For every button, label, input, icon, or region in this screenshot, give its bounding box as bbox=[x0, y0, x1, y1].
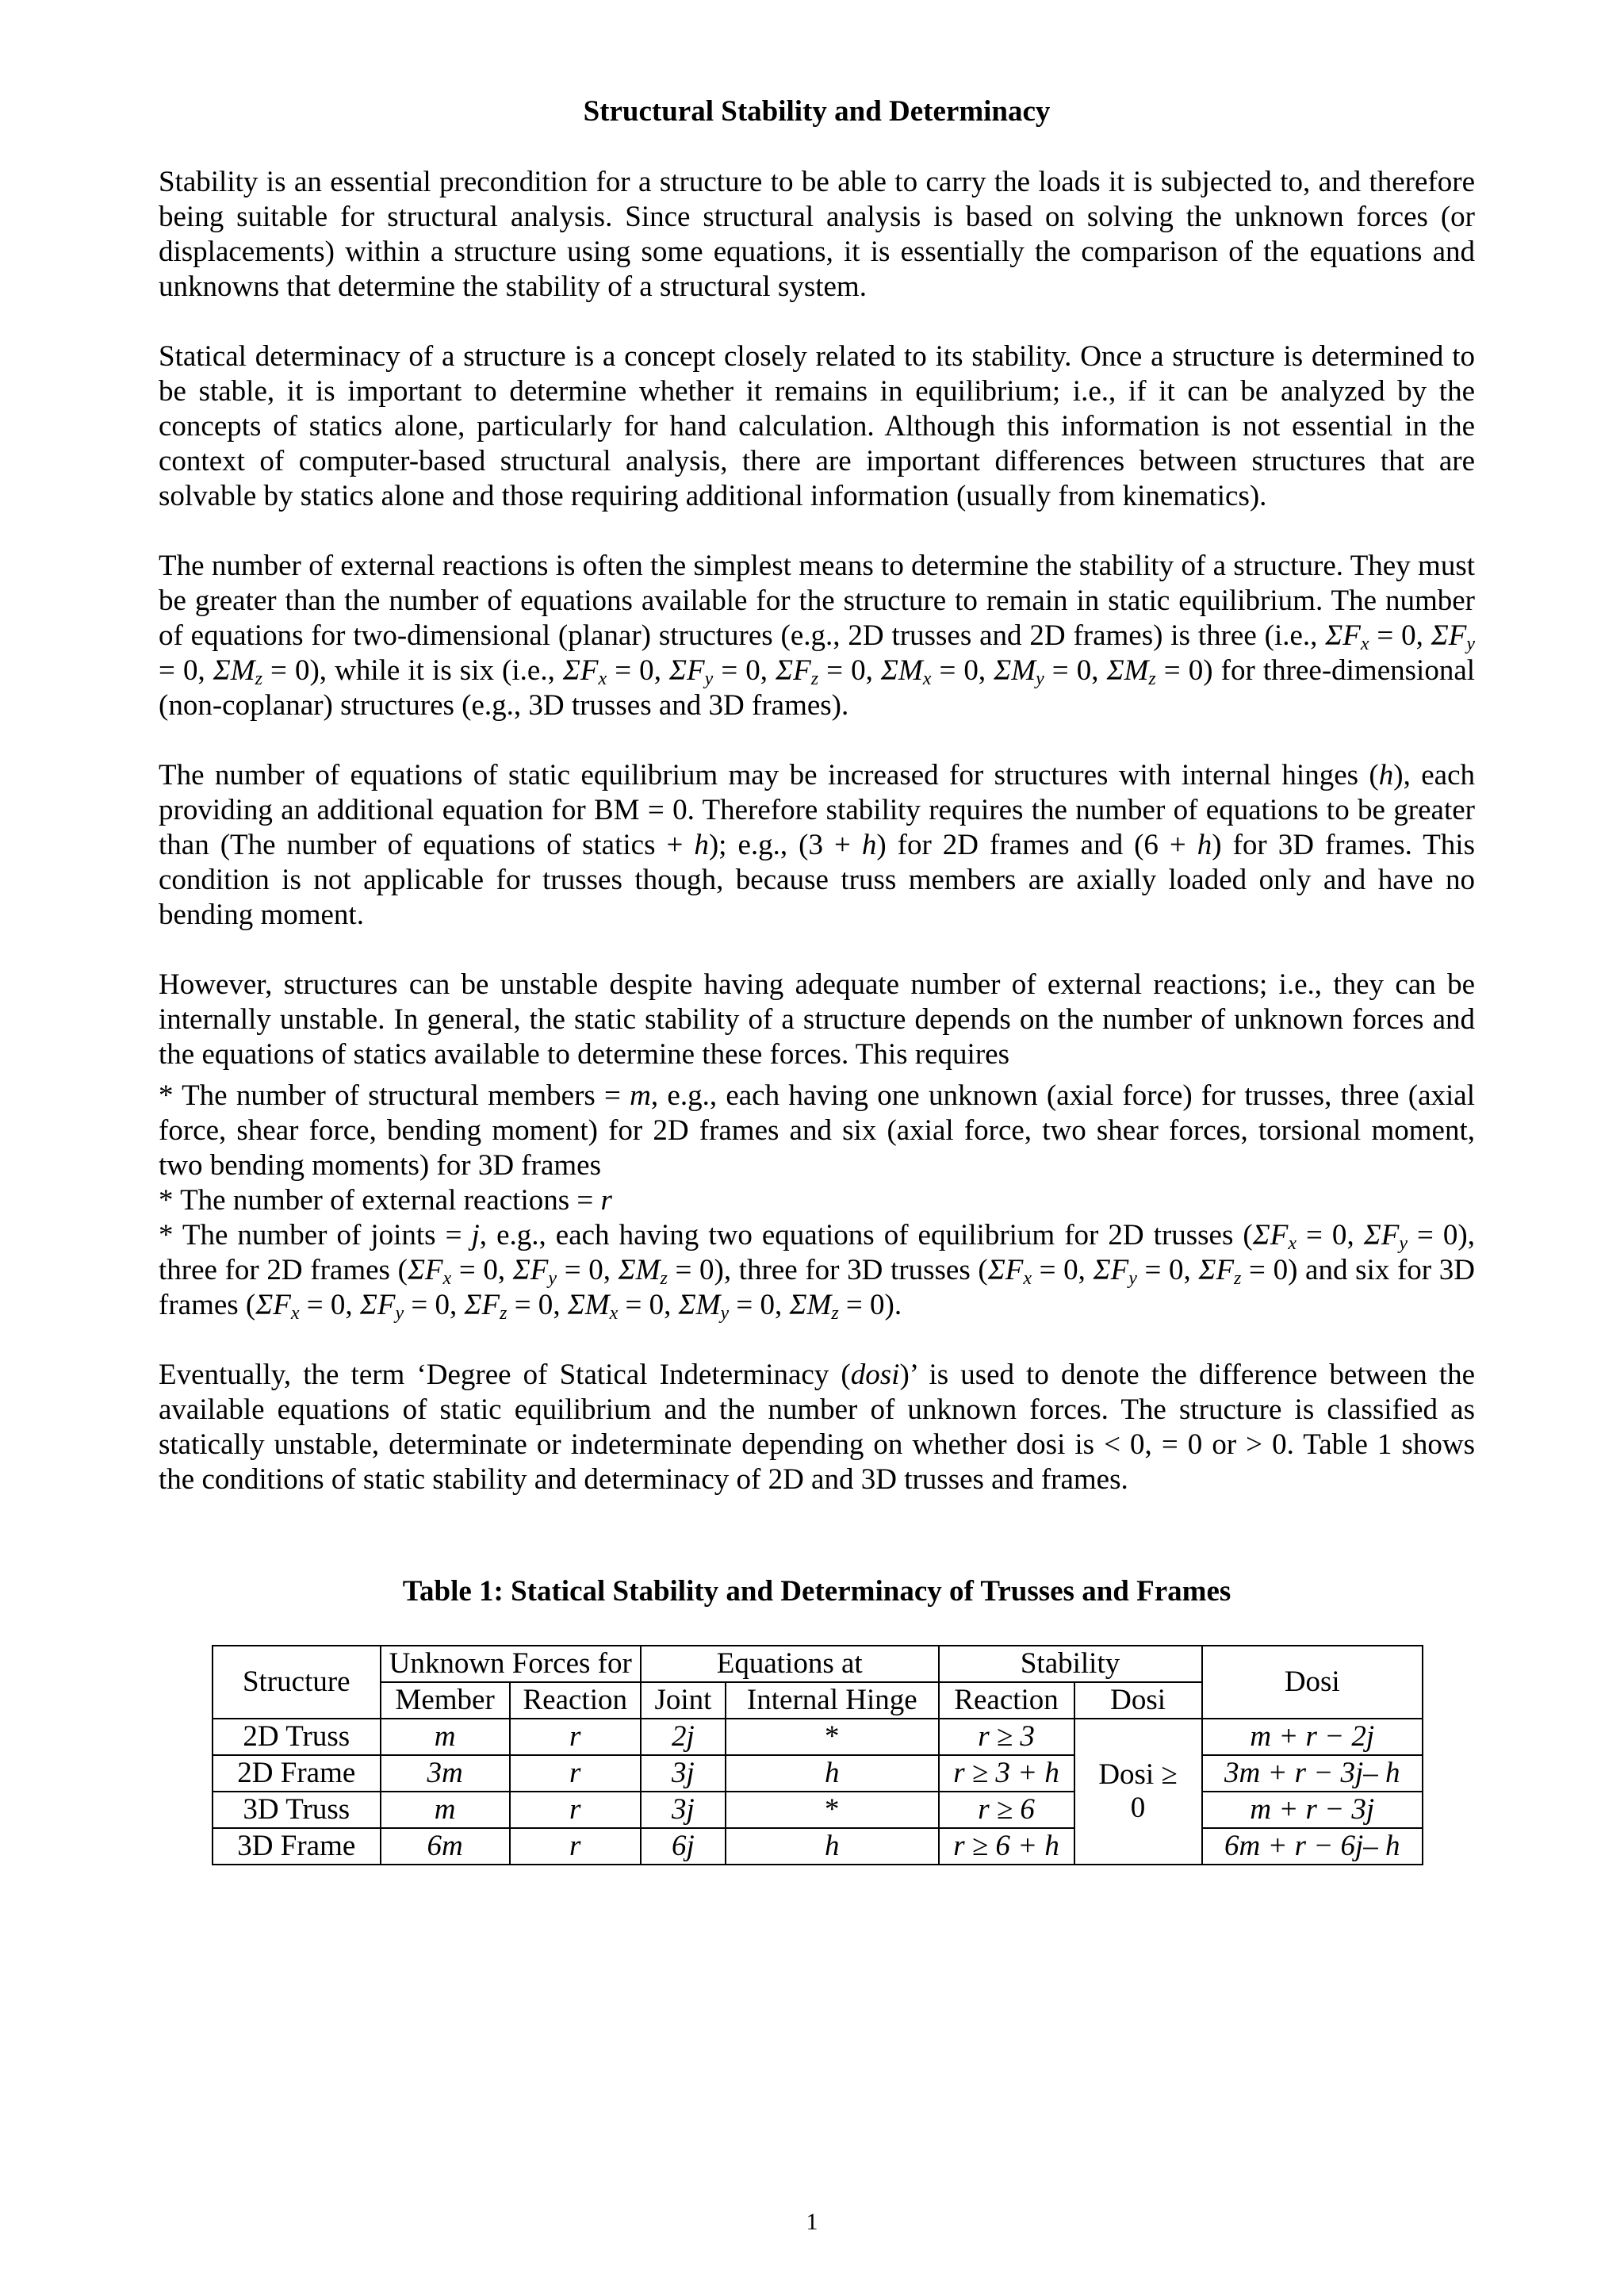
cell-hinge: * bbox=[726, 1792, 939, 1828]
cell-joint: 3j bbox=[641, 1792, 726, 1828]
header-stability-dosi: Dosi bbox=[1074, 1682, 1202, 1719]
eq-sep: , bbox=[1091, 654, 1107, 687]
table-row bbox=[213, 1719, 1423, 1755]
text-segment: * The number of structural members = bbox=[159, 1079, 630, 1112]
eq-subscript: z bbox=[1234, 1268, 1242, 1289]
stability-dosi-line1: Dosi ≥ bbox=[1098, 1758, 1178, 1791]
eq-subscript: x bbox=[922, 669, 932, 689]
cell-member: m bbox=[381, 1792, 510, 1828]
eq-sep: , bbox=[664, 1289, 679, 1321]
eq-sep: , bbox=[553, 1289, 568, 1321]
header-internal-hinge: Internal Hinge bbox=[726, 1682, 939, 1719]
requirements-list bbox=[159, 1079, 1475, 1323]
eq-sigma: ΣF bbox=[1325, 619, 1361, 652]
cell-structure: 3D Frame bbox=[213, 1828, 381, 1865]
cell-member: m bbox=[381, 1719, 510, 1755]
eq-subscript: z bbox=[500, 1303, 508, 1324]
paragraph-stability: Stability is an essential precondition for a structure to be able to carry the loads it is subjected to, and therefore being suitable for structural analysis. Since structural analysis is based on solving the unknown forces (or displacements) within a structure using some equations, it is essentially the comparison of the equations and unknowns that determine the stability of a structural system. bbox=[159, 166, 1475, 303]
eq-sigma: ΣF bbox=[359, 1289, 396, 1321]
eq-subscript: y bbox=[1466, 634, 1475, 654]
eq-zero: = 0 bbox=[818, 654, 866, 687]
text-segment: * The number of external reactions = bbox=[159, 1184, 601, 1217]
eq-sigma: ΣM bbox=[1106, 654, 1149, 687]
text-segment: , e.g., each having two equations of equilibrium for 2D trusses ( bbox=[479, 1219, 1253, 1251]
eq-zero: = 0 bbox=[262, 654, 310, 687]
eq-zero: = 0 bbox=[1241, 1254, 1289, 1286]
eq-sep: , bbox=[1415, 619, 1431, 652]
eq-sep: , bbox=[978, 654, 994, 687]
paragraph-internal-hinges bbox=[159, 758, 1475, 933]
eq-sigma: ΣF bbox=[255, 1289, 291, 1321]
eq-subscript: y bbox=[395, 1303, 404, 1324]
var-h: h bbox=[694, 829, 709, 861]
paragraph-external-reactions bbox=[159, 549, 1475, 723]
eq-zero: = 0 bbox=[618, 1289, 665, 1321]
header-joint: Joint bbox=[641, 1682, 726, 1719]
eq-zero: = 0 bbox=[838, 1289, 885, 1321]
eq-sigma: ΣM bbox=[880, 654, 923, 687]
var-h: h bbox=[1378, 759, 1394, 792]
cell-hinge: * bbox=[726, 1719, 939, 1755]
var-dosi: dosi bbox=[850, 1359, 900, 1391]
cell-joint: 2j bbox=[641, 1719, 726, 1755]
var-r: r bbox=[600, 1184, 612, 1217]
cell-hinge: h bbox=[726, 1828, 939, 1865]
cell-stability-dosi bbox=[1074, 1719, 1202, 1865]
eq-subscript: x bbox=[609, 1303, 619, 1324]
text-segment: Eventually, the term ‘Degree of Statical Indeterminacy ( bbox=[159, 1359, 851, 1391]
text-segment: ). bbox=[884, 1289, 902, 1321]
eq-sigma: ΣF bbox=[1093, 1254, 1129, 1286]
eq-sigma: ΣM bbox=[678, 1289, 721, 1321]
header-structure: Structure bbox=[213, 1646, 381, 1719]
eq-subscript: y bbox=[1399, 1233, 1408, 1254]
eq-sigma: ΣM bbox=[789, 1289, 832, 1321]
stability-table bbox=[212, 1645, 1423, 1865]
table-row bbox=[213, 1792, 1423, 1828]
text-segment: ), while it is six (i.e., bbox=[309, 654, 563, 687]
eq-sigma: ΣF bbox=[669, 654, 705, 687]
text-segment: ) for 2D frames and (6 + bbox=[876, 829, 1197, 861]
table-caption: Table 1: Statical Stability and Determinacy of Trusses and Frames bbox=[402, 1575, 1231, 1608]
cell-joint: 6j bbox=[641, 1828, 726, 1865]
text-segment: * The number of joints = bbox=[159, 1219, 472, 1251]
eq-subscript: z bbox=[810, 669, 819, 689]
eq-zero: = 0 bbox=[1369, 619, 1416, 652]
eq-subscript: x bbox=[1288, 1233, 1297, 1254]
header-stability-reaction: Reaction bbox=[939, 1682, 1074, 1719]
table-header-row bbox=[213, 1646, 1423, 1682]
var-j: j bbox=[471, 1219, 480, 1251]
eq-sigma: ΣF bbox=[512, 1254, 549, 1286]
eq-zero: = 0 bbox=[299, 1289, 346, 1321]
text-segment: ) and six for 3D frames ( bbox=[159, 1254, 1476, 1321]
eq-sep: , bbox=[1346, 1219, 1364, 1251]
eq-zero: = 0 bbox=[713, 654, 760, 687]
cell-stability-reaction: r ≥ 6 + h bbox=[939, 1828, 1074, 1865]
stability-dosi-line2: 0 bbox=[1130, 1792, 1146, 1824]
cell-reaction: r bbox=[510, 1719, 641, 1755]
eq-subscript: y bbox=[1128, 1268, 1137, 1289]
cell-reaction: r bbox=[510, 1828, 641, 1865]
var-m: m bbox=[630, 1079, 651, 1112]
cell-member: 3m bbox=[381, 1755, 510, 1792]
eq-sigma: ΣF bbox=[1431, 619, 1467, 652]
list-item bbox=[159, 1079, 1475, 1183]
eq-subscript: z bbox=[660, 1268, 668, 1289]
cell-dosi: m + r − 3j bbox=[1202, 1792, 1423, 1828]
header-reaction: Reaction bbox=[510, 1682, 641, 1719]
eq-subscript: z bbox=[1148, 669, 1156, 689]
eq-sep: , bbox=[865, 654, 881, 687]
eq-sep: , bbox=[497, 1254, 513, 1286]
eq-sigma: ΣF bbox=[1252, 1219, 1289, 1251]
eq-subscript: y bbox=[704, 669, 714, 689]
eq-subscript: x bbox=[1360, 634, 1369, 654]
text-segment: )’ is used to denote the difference between the available equations of static equilibrium and the number of unknown forces. The structure is classified as statically unstable, determinate or indeterminate depending on whether dosi is < 0, = 0 or > 0. Table 1 shows the conditions of static stability and determinacy of 2D and 3D trusses and frames. bbox=[159, 1359, 1475, 1496]
cell-dosi: 6m + r − 6j– h bbox=[1202, 1828, 1423, 1865]
document-title: Structural Stability and Determinacy bbox=[583, 95, 1051, 128]
table-row bbox=[213, 1828, 1423, 1865]
eq-zero: = 0 bbox=[451, 1254, 498, 1286]
document-page bbox=[159, 94, 1475, 1865]
cell-stability-reaction: r ≥ 3 + h bbox=[939, 1755, 1074, 1792]
eq-sep: , bbox=[345, 1289, 360, 1321]
text-segment: ), three for 3D trusses ( bbox=[714, 1254, 988, 1286]
eq-zero: = 0 bbox=[729, 1289, 775, 1321]
eq-zero: = 0 bbox=[667, 1254, 714, 1286]
eq-subscript: x bbox=[290, 1303, 300, 1324]
eq-zero: = 0 bbox=[607, 654, 654, 687]
eq-zero: = 0 bbox=[159, 654, 198, 687]
cell-reaction: r bbox=[510, 1792, 641, 1828]
cell-structure: 2D Frame bbox=[213, 1755, 381, 1792]
text-segment: ) for three-dimensional (non-coplanar) structures (e.g., 3D trusses and 3D frames). bbox=[159, 654, 1476, 722]
eq-sep: , bbox=[653, 654, 670, 687]
eq-sep: , bbox=[197, 654, 213, 687]
eq-sigma: ΣF bbox=[776, 654, 811, 687]
eq-sep: , bbox=[603, 1254, 619, 1286]
page-number: 1 bbox=[806, 2209, 818, 2235]
eq-subscript: y bbox=[1036, 669, 1044, 689]
text-segment: , e.g., each having one unknown (axial force) for trusses, three (axial force, shear force, bending moment) for 2D frames and six (axial force, two shear forces, torsional moment, two bending moments) for 3D frames bbox=[159, 1079, 1475, 1182]
eq-zero: = 0 bbox=[1031, 1254, 1078, 1286]
eq-zero: = 0 bbox=[404, 1289, 450, 1321]
eq-sigma: ΣM bbox=[213, 654, 255, 687]
cell-structure: 3D Truss bbox=[213, 1792, 381, 1828]
cell-stability-reaction: r ≥ 6 bbox=[939, 1792, 1074, 1828]
cell-hinge: h bbox=[726, 1755, 939, 1792]
eq-sep: , bbox=[1183, 1254, 1199, 1286]
eq-zero: = 0 bbox=[1136, 1254, 1184, 1286]
eq-sep: , bbox=[450, 1289, 465, 1321]
text-segment: ) for 3D frames. This condition is not applicable for trusses though, because truss members are axially loaded only and have no bending moment. bbox=[159, 829, 1475, 931]
eq-subscript: x bbox=[598, 669, 607, 689]
text-segment: ), each providing an additional equation for BM = 0. Therefore stability requires the number of equations to be greater than (The number of equations of statics + bbox=[159, 759, 1475, 861]
eq-zero: = 0 bbox=[1155, 654, 1204, 687]
text-segment: The number of external reactions is often the simplest means to determine the stability of a structure. They must be greater than the number of equations available for the structure to remain in static equilibrium. The number of equations for two-dimensional (planar) structures (e.g., 2D trusses and 2D frames) is three (i.e., bbox=[159, 550, 1475, 652]
eq-subscript: x bbox=[1023, 1268, 1032, 1289]
eq-sigma: ΣF bbox=[1198, 1254, 1235, 1286]
header-equations: Equations at bbox=[641, 1646, 939, 1682]
eq-sep: , bbox=[1078, 1254, 1094, 1286]
paragraph-dosi bbox=[159, 1358, 1475, 1497]
cell-reaction: r bbox=[510, 1755, 641, 1792]
table-row bbox=[213, 1755, 1423, 1792]
eq-sigma: ΣM bbox=[994, 654, 1036, 687]
cell-stability-reaction: r ≥ 3 bbox=[939, 1719, 1074, 1755]
eq-sep: , bbox=[760, 654, 776, 687]
eq-zero: = 0 bbox=[931, 654, 979, 687]
eq-sigma: ΣF bbox=[464, 1289, 500, 1321]
cell-joint: 3j bbox=[641, 1755, 726, 1792]
cell-dosi: m + r − 2j bbox=[1202, 1719, 1423, 1755]
eq-subscript: x bbox=[442, 1268, 452, 1289]
var-h: h bbox=[861, 829, 877, 861]
eq-subscript: y bbox=[720, 1303, 730, 1324]
eq-subscript: y bbox=[548, 1268, 557, 1289]
list-item bbox=[159, 1183, 1475, 1218]
header-dosi: Dosi bbox=[1202, 1646, 1423, 1719]
eq-sigma: ΣF bbox=[562, 654, 599, 687]
cell-dosi: 3m + r − 3j– h bbox=[1202, 1755, 1423, 1792]
header-member: Member bbox=[381, 1682, 510, 1719]
paragraph-internal-stability: However, structures can be unstable despite having adequate number of external reactions; i.e., they can be internally unstable. In general, the static stability of a structure depends on the number of unknown forces and the equations of statics available to determine these forces. This requires bbox=[159, 968, 1475, 1071]
eq-sigma: ΣM bbox=[618, 1254, 661, 1286]
text-segment: ); e.g., (3 + bbox=[708, 829, 862, 861]
eq-zero: = 0 bbox=[1297, 1219, 1347, 1251]
eq-subscript: z bbox=[255, 669, 262, 689]
eq-zero: = 0 bbox=[507, 1289, 553, 1321]
list-item bbox=[159, 1218, 1475, 1323]
eq-sigma: ΣM bbox=[567, 1289, 610, 1321]
eq-zero: = 0 bbox=[1407, 1219, 1458, 1251]
header-stability: Stability bbox=[939, 1646, 1202, 1682]
eq-sigma: ΣF bbox=[987, 1254, 1024, 1286]
cell-member: 6m bbox=[381, 1828, 510, 1865]
eq-sigma: ΣF bbox=[407, 1254, 443, 1286]
eq-sep: , bbox=[775, 1289, 790, 1321]
text-segment: The number of equations of static equilibrium may be increased for structures with internal hinges ( bbox=[159, 759, 1379, 792]
cell-structure: 2D Truss bbox=[213, 1719, 381, 1755]
header-unknown-forces: Unknown Forces for bbox=[381, 1646, 641, 1682]
text-segment: ), three for 2D frames ( bbox=[159, 1219, 1475, 1286]
paragraph-determinacy: Statical determinacy of a structure is a concept closely related to its stability. Once a structure is determined to be stable, it is important to determine whether it remains in equilibrium; i.e., if it can be analyzed by the concepts of statics alone, particularly for hand calculation. Although this information is not essential in the context of computer-based structural analysis, there are important differences between structures that are solvable by statics alone and those requiring additional information (usually from kinematics). bbox=[159, 340, 1475, 512]
eq-subscript: z bbox=[831, 1303, 839, 1324]
var-h: h bbox=[1197, 829, 1212, 861]
eq-sigma: ΣF bbox=[1363, 1219, 1400, 1251]
eq-zero: = 0 bbox=[1044, 654, 1092, 687]
eq-zero: = 0 bbox=[557, 1254, 603, 1286]
